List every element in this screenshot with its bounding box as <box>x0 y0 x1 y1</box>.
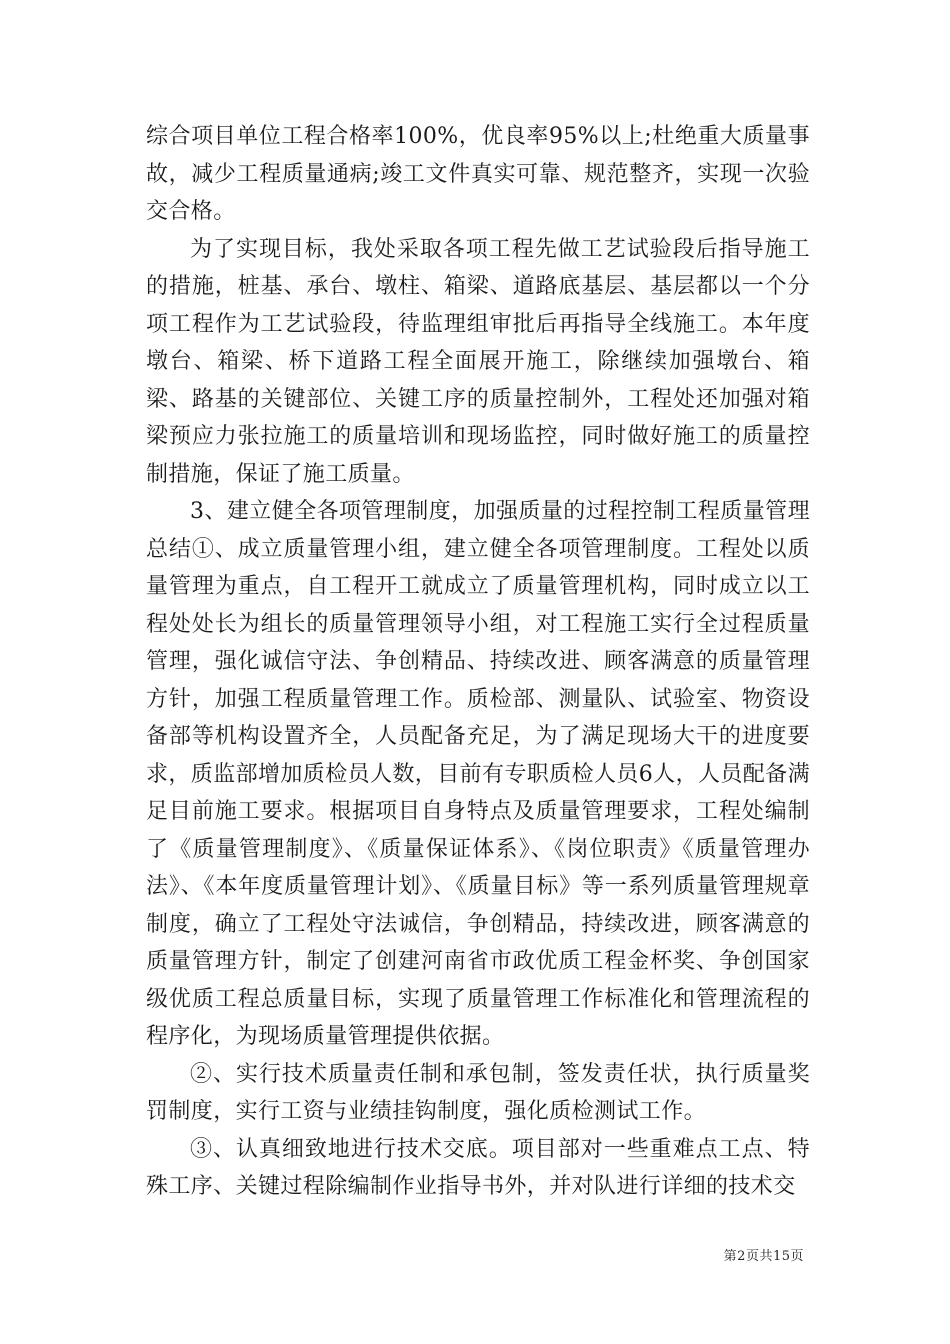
paragraph-1: 综合项目单位工程合格率100%，优良率95%以上;杜绝重大质量事故，减少工程质量通病;竣工文件真实可靠、规范整齐，实现一次验交合格。 <box>146 124 810 224</box>
page-number: 第2页共15页 <box>723 1249 804 1264</box>
paragraph-3: 3、建立健全各项管理制度，加强质量的过程控制工程质量管理总结①、成立质量管理小组，建立健全各项管理制度。工程处以质量管理为重点，自工程开工就成立了质量管理机构，同时成立以工程处处长为组长的质量管理领导小组，对工程施工实行全过程质量管理，强化诚信守法、争创精品、持续改进、顾客满意的质量管理方针，加强工程质量管理工作。质检部、测量队、试验室、物资设备部等机构设置齐全，人员配备充足，为了满足现场大干的进度要求，质监部增加质检员人数，目前有专职质检人员6人，人员配备满足目前施工要求。根据项目自身特点及质量管理要求，工程处编制了《质量管理制度》、《质量保证体系》、《岗位职责》《质量管理办法》、《本年度质量管理计划》、《质量目标》等一系列质量管理规章制度，确立了工程处守法诚信，争创精品，持续改进，顾客满意的质量管理方针，制定了创建河南省市政优质工程金杯奖、争创国家级优质工程总质量目标，实现了质量管理工作标准化和管理流程的程序化，为现场质量管理提供依据。 <box>146 499 810 1049</box>
document-body <box>146 118 810 1206</box>
paragraph-2: 为了实现目标，我处采取各项工程先做工艺试验段后指导施工的措施，桩基、承台、墩柱、箱梁、道路底基层、基层都以一个分项工程作为工艺试验段，待监理组审批后再指导全线施工。本年度墩台、箱梁、桥下道路工程全面展开施工，除继续加强墩台、箱梁、路基的关键部位、关键工序的质量控制外，工程处还加强对箱梁预应力张拉施工的质量培训和现场监控，同时做好施工的质量控制措施，保证了施工质量。 <box>146 236 810 487</box>
paragraph-5: ③、认真细致地进行技术交底。项目部对一些重难点工点、特殊工序、关键过程除编制作业指导书外，并对队进行详细的技术交 <box>146 1136 810 1199</box>
paragraph-4: ②、实行技术质量责任制和承包制，签发责任状，执行质量奖罚制度，实行工资与业绩挂钩制度，强化质检测试工作。 <box>146 1061 810 1124</box>
